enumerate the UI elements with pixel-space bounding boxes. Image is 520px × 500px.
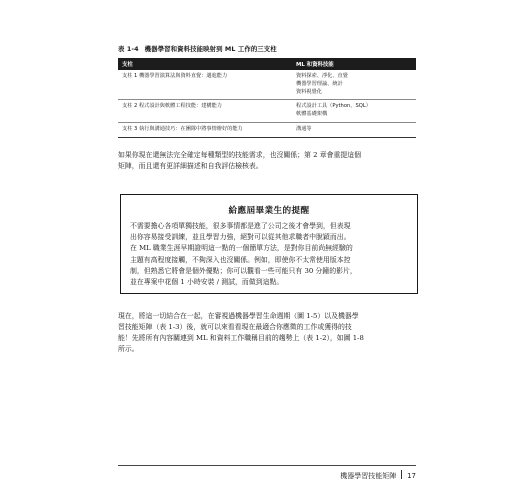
- paragraph-line: 現在，將這一切結合在一起，在審視過機器學習生命週期（圖 1-5）以及機器學: [118, 312, 359, 320]
- tip-line: 不需要擔心各項單獨技能，很多事情都是進了公司之後才會學到，但表現: [130, 222, 351, 230]
- table-title: 機器學習和資料技能映射到 ML 工作的三支柱: [144, 45, 277, 53]
- column-header-skills: ML 和資料技能: [292, 58, 416, 70]
- footer-section-title: 機器學習技能矩陣: [340, 472, 397, 480]
- tip-box: [120, 194, 418, 294]
- table-number: 表 1-4: [118, 45, 139, 53]
- table-row: [118, 100, 416, 123]
- footer-divider: [118, 465, 416, 466]
- column-header-pillar: 支柱: [118, 58, 292, 70]
- skill-item: 機器學習理論、統計: [296, 80, 343, 87]
- table-row: [118, 122, 416, 137]
- footer-separator: [401, 470, 402, 479]
- tip-line: 出你容易接受訓練，並且學習力強，絕對可以從其他求職者中脫穎而出。: [130, 233, 351, 242]
- pillar-cell: 支柱 1 機器學習演算法與資料直覺：邁進能力: [118, 70, 292, 100]
- skill-item: 程式設計工具（Python、SQL）: [296, 103, 371, 110]
- table-caption: [118, 44, 418, 53]
- skills-table: [118, 58, 416, 138]
- table-row: [118, 70, 416, 100]
- paragraph-line: 矩陣，而且還有更詳細描述和自我評估檢核表。: [118, 162, 263, 170]
- paragraph-line: 習技能矩陣（表 1-3）後，就可以來看看現在最適合你應徵的工作或獲得的技: [118, 323, 352, 331]
- skills-cell: [292, 122, 416, 137]
- tip-line: 主題有高程度接觸，不夠深入也沒關係。例如，即使你不太常使用版本控: [130, 255, 351, 264]
- pillar-cell: 支柱 2 程式設計與軟體工程技能：建構能力: [118, 100, 292, 123]
- tip-line: 並在專案中花個 1 小時安裝 / 測試，而做到這點。: [130, 278, 284, 287]
- body-paragraph-2: [118, 311, 408, 355]
- tip-line: 在 ML 職業生涯早期證明這一點的一個簡單方法，是對你目前尚無經驗的: [130, 244, 353, 253]
- tip-line: 制，但熟悉它將會是個外優點；你可以觀看一些可能只有 30 分鐘的影片，: [130, 266, 357, 275]
- page-footer: [340, 470, 416, 481]
- paragraph-line: 如果你現在還無法完全確定每種類型的技能需求，也沒關係；第 2 章會重提這個: [118, 151, 362, 159]
- pillar-cell: 支柱 3 執行與溝通技巧：在團隊中將事情辦好的能力: [118, 122, 292, 137]
- page-number: 17: [407, 472, 416, 480]
- tip-box-title: 給應屆畢業生的提醒: [228, 206, 310, 216]
- paragraph-line: 所示。: [118, 345, 139, 353]
- body-paragraph-1: [118, 150, 408, 172]
- paragraph-line: 能！先將所有內容關連到 ML 和資料工作職稱目前的趨勢上（表 1-2），如圖 1-8: [118, 334, 364, 342]
- skill-item: 資料視覺化: [296, 88, 322, 95]
- skill-item: 資料探索、淨化、直覺: [296, 73, 348, 79]
- skills-cell: [292, 70, 416, 100]
- skill-item: 軟體基礎架構: [296, 111, 328, 118]
- table-header-row: [118, 58, 416, 70]
- skills-cell: [292, 100, 416, 123]
- skill-item: 溝通等: [296, 125, 312, 132]
- tip-box-body: [130, 221, 408, 288]
